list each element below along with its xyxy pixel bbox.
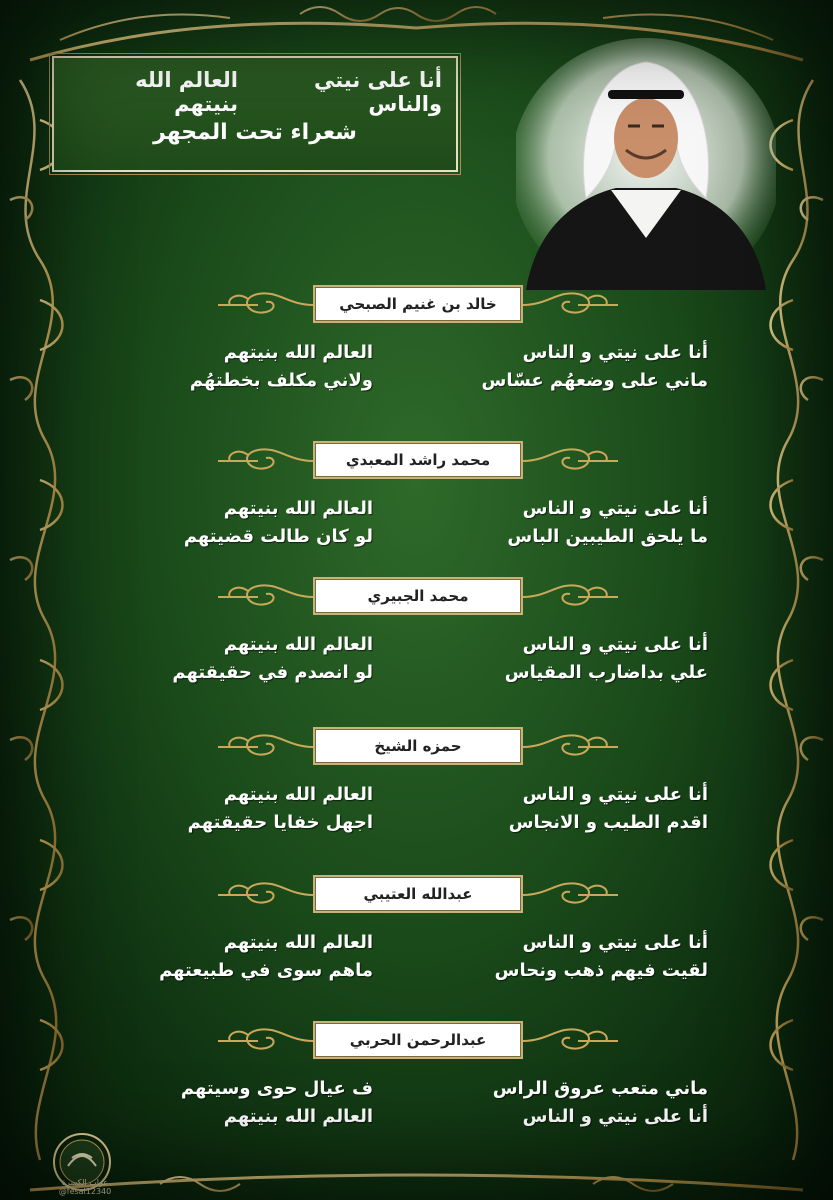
poet-name: عبدالرحمن الحربي	[315, 1023, 521, 1057]
verse-first-hemistich: أنا على نيتي و الناس	[522, 932, 708, 953]
poet-header	[208, 438, 628, 484]
verse-second-hemistich: ماهم سوى في طبيعتهم	[159, 960, 373, 981]
poet-name: عبدالله العتيبي	[315, 877, 521, 911]
verse-second-hemistich: لو انصدم في حقيقتهم	[172, 662, 373, 683]
title-line1-left: العالم الله بنيتهم	[135, 68, 239, 116]
verse-second-hemistich: العالم الله بنيتهم	[223, 784, 373, 805]
poet-header	[208, 872, 628, 918]
verse-first-hemistich: اقدم الطيب و الانجاس	[508, 812, 708, 833]
poet-header	[208, 282, 628, 328]
verse-second-hemistich: العالم الله بنيتهم	[223, 342, 373, 363]
verse-second-hemistich: العالم الله بنيتهم	[223, 932, 373, 953]
verse-first-hemistich: أنا على نيتي و الناس	[522, 634, 708, 655]
verse-first-hemistich: ما يلحق الطيبين الباس	[507, 526, 708, 547]
verse-row	[128, 662, 708, 688]
poet-name: خالد بن غنيم الصبحي	[315, 287, 521, 321]
verse-row	[128, 1106, 708, 1132]
verse-row	[128, 634, 708, 660]
verse-first-hemistich: أنا على نيتي و الناس	[522, 498, 708, 519]
verse-first-hemistich: أنا على نيتي و الناس	[522, 342, 708, 363]
poet-header	[208, 724, 628, 770]
title-line-1	[68, 68, 442, 116]
verse-row	[128, 370, 708, 396]
verse-second-hemistich: ف عيال حوى وسيتهم	[180, 1078, 373, 1099]
verse-second-hemistich: ولاني مكلف بخطتهُم	[189, 370, 373, 391]
verse-row	[128, 960, 708, 986]
verse-row	[128, 932, 708, 958]
title-line1-right: أنا على نيتي والناس	[313, 68, 442, 116]
verse-first-hemistich: لقيت فيهم ذهب ونحاس	[494, 960, 708, 981]
verse-first-hemistich: علي بداضارب المقياس	[504, 662, 708, 683]
poet-header	[208, 1018, 628, 1064]
portrait-image	[516, 38, 776, 290]
verse-first-hemistich: أنا على نيتي و الناس	[522, 784, 708, 805]
logo-handle: @fesal12340	[58, 1187, 112, 1196]
logo-label: عراب الكسرة	[61, 1178, 109, 1187]
poet-header	[208, 574, 628, 620]
verse-row	[128, 342, 708, 368]
verse-row	[128, 526, 708, 552]
verse-second-hemistich: العالم الله بنيتهم	[223, 498, 373, 519]
poet-name: حمزه الشيخ	[315, 729, 521, 763]
verse-row	[128, 812, 708, 838]
verse-second-hemistich: لو كان طالت قضيتهم	[183, 526, 373, 547]
verse-second-hemistich: العالم الله بنيتهم	[223, 634, 373, 655]
verse-first-hemistich: ماني على وضعهُم عسّاس	[481, 370, 708, 391]
verse-first-hemistich: ماني متعب عروق الراس	[492, 1078, 708, 1099]
verse-row	[128, 784, 708, 810]
verse-first-hemistich: أنا على نيتي و الناس	[522, 1106, 708, 1127]
logo-caption	[50, 1178, 120, 1196]
verse-second-hemistich: العالم الله بنيتهم	[223, 1106, 373, 1127]
poet-name: محمد الجبيري	[315, 579, 521, 613]
verse-second-hemistich: اجهل خفايا حقيقتهم	[187, 812, 373, 833]
verse-row	[128, 1078, 708, 1104]
title-line-2: شعراء تحت المجهر	[153, 120, 357, 145]
verse-row	[128, 498, 708, 524]
title-box	[52, 56, 458, 172]
poet-name: محمد راشد المعبدي	[315, 443, 521, 477]
